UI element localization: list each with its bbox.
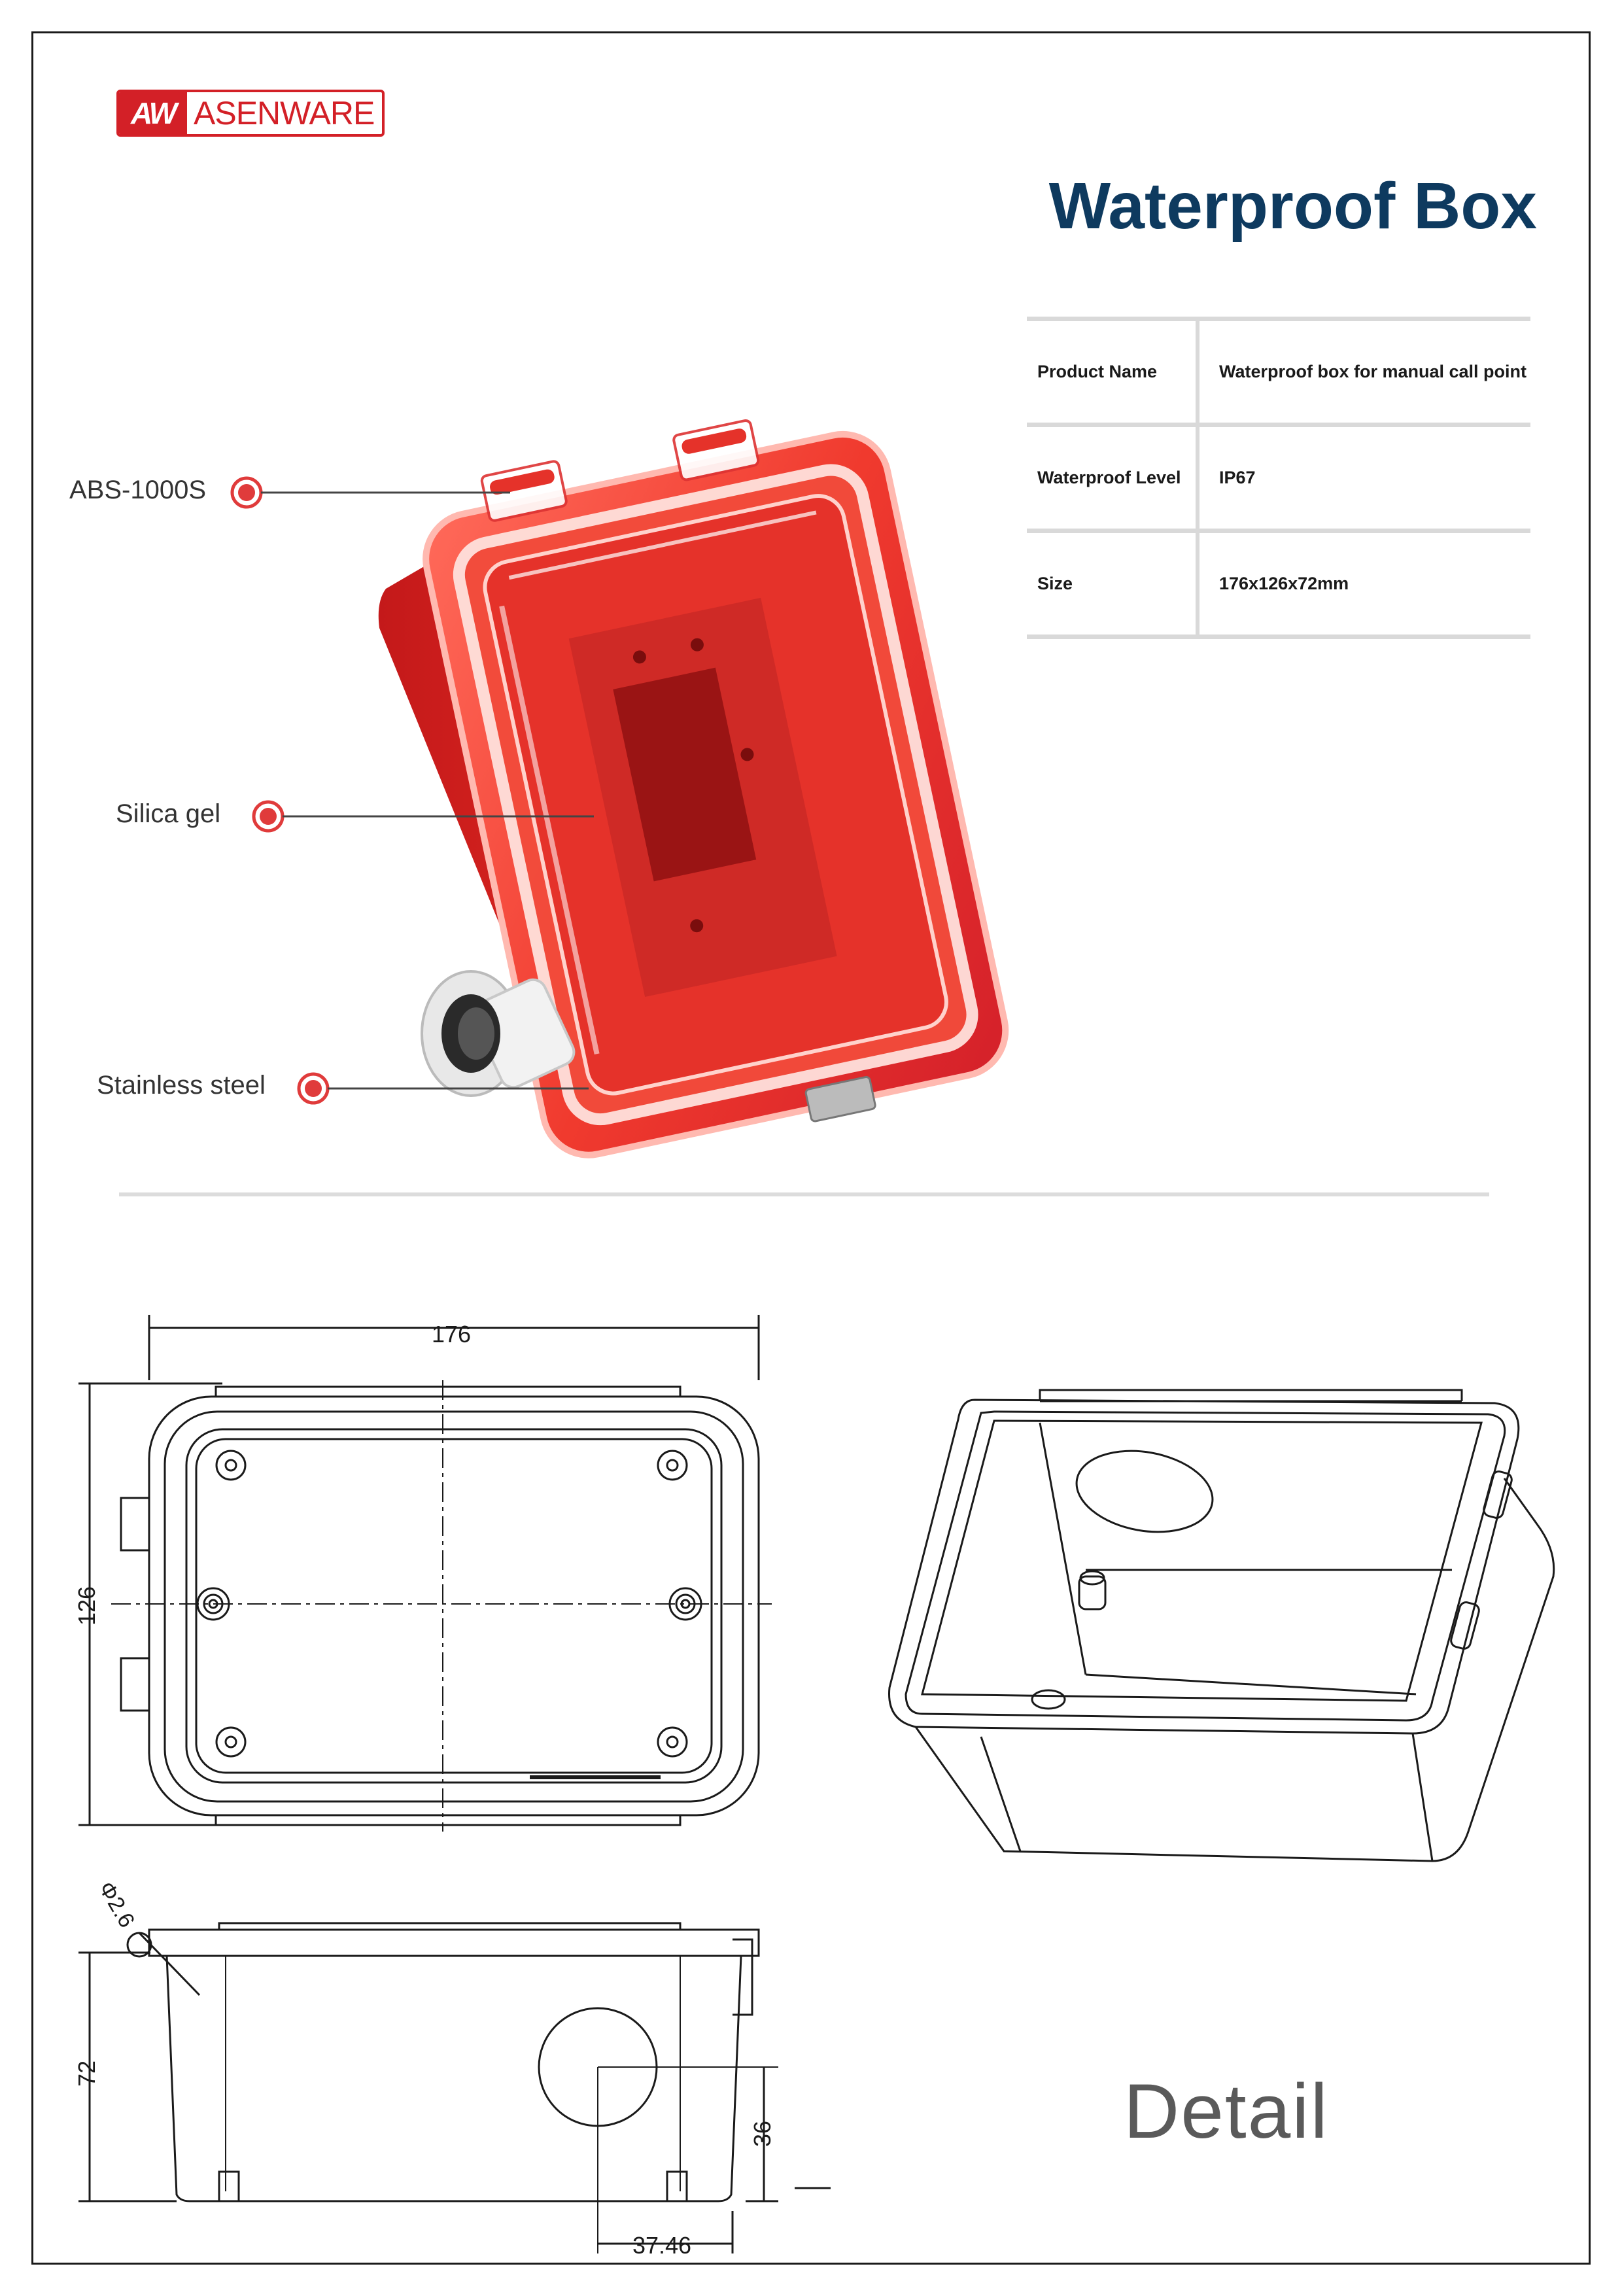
spec-key: Waterproof Level [1037, 468, 1181, 487]
spec-key: Product Name [1037, 362, 1158, 381]
section-divider [119, 1192, 1489, 1196]
callout-dot [254, 802, 283, 831]
spec-value: IP67 [1196, 427, 1530, 529]
spec-value: Waterproof box for manual call point [1196, 321, 1530, 423]
callout-material: ABS-1000S [69, 476, 207, 504]
dim-hole-height: 36 [749, 2120, 776, 2148]
dim-hole-dia: Φ2.6 [94, 1877, 140, 1932]
isometric-view [889, 1390, 1554, 1861]
spec-value: 176x126x72mm [1196, 533, 1530, 635]
side-view [73, 1877, 831, 2257]
logo-mark: AW [119, 92, 187, 134]
front-view [73, 1315, 772, 1832]
page-title: Waterproof Box [1048, 169, 1537, 243]
technical-drawing [0, 1276, 1622, 2257]
dim-hole-offset: 37.46 [632, 2232, 692, 2257]
callout-dot [299, 1074, 328, 1103]
callout-dot [232, 478, 261, 507]
dim-depth: 72 [73, 2060, 100, 2087]
spec-key: Size [1037, 574, 1073, 593]
dim-height: 126 [73, 1586, 100, 1626]
callout-seal: Silica gel [116, 799, 221, 828]
dim-width: 176 [431, 1321, 472, 1348]
detail-label: Detail [1124, 2068, 1329, 2155]
logo-text: ASENWARE [194, 95, 375, 131]
callout-hinge: Stainless steel [97, 1071, 266, 1100]
